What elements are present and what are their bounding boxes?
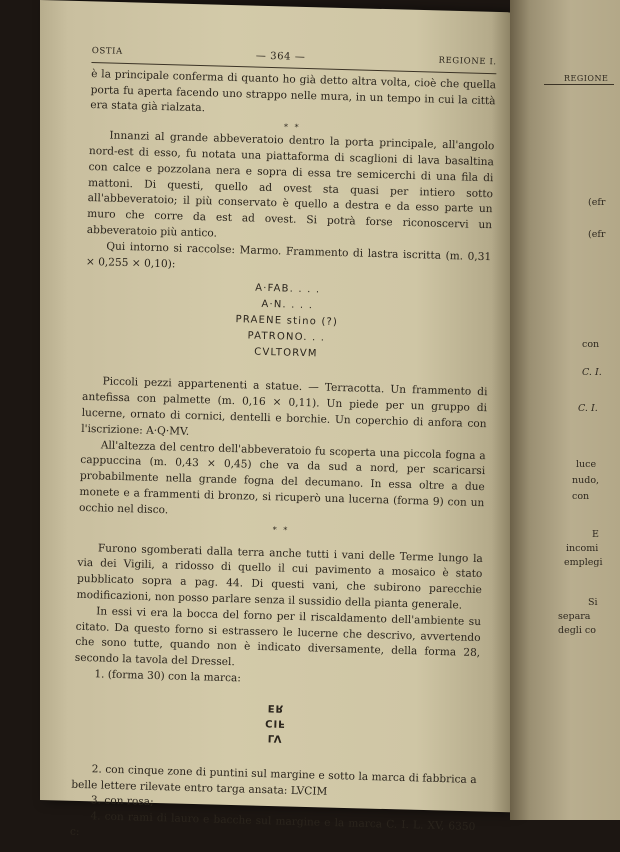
list-item: 1. (forma 30) con la marca:	[94, 668, 242, 685]
list-item: 3. con rosa;	[90, 794, 154, 809]
list-item: 2. con cinque zone di puntini sul margine e sotto la marca di fabbrica a belle lettere rilevate entro targa ansata: LVCIM	[71, 762, 477, 798]
right-fragment: luce	[576, 459, 597, 470]
right-header-rule	[544, 84, 614, 85]
right-fragment: incomi	[566, 543, 599, 554]
paragraph: Piccoli pezzi appartenenti a statue. — Terracotta. Un frammento di antefissa con palmette (m. 0,16 × 0,11). Un piede per un gruppo di lucerne, ornato di cornici, dentelli e borchie. Un coperchio di anfora con l'iscrizione: A·Q·MV.	[81, 375, 488, 438]
inscription-line: PATRONO. . .	[247, 330, 326, 344]
paragraph: Qui intorno si raccolse: Marmo. Frammento di lastra iscritta (m. 0,31 × 0,255 × 0,10):	[85, 240, 492, 270]
stamp-line: LV	[267, 731, 283, 744]
right-fragment: emplegi	[564, 557, 603, 568]
left-page-content	[70, 44, 497, 852]
right-fragment: C. I.	[582, 367, 602, 378]
paragraph: In essi vi era la bocca del forno per il riscaldamento dell'ambiente su citato. Da questo forno si estrassero le lucerne che descrivo, avvertendo che sono tutte, quando non è indicato diversamente, della forma 28, secondo la tavola del Dressel.	[74, 605, 482, 669]
right-fragment: nudo,	[572, 475, 600, 486]
section-stars: * *	[272, 524, 290, 535]
right-fragment: con	[572, 491, 590, 502]
page-number: — 364 —	[255, 50, 306, 63]
right-fragment: degli co	[558, 625, 596, 636]
right-fragment: Si	[588, 597, 598, 608]
paragraph: All'altezza del centro dell'abbeveratoio fu scoperta una piccola fogna a cappuccina (m. 0,43 × 0,45) che va da sud a nord, per scaricarsi probabilmente nella grande fogna del decumano. In essa oltre a due monete e a frammenti di bronzo, si ricuperò una lucerna (forma 9) con un occhio nel disco.	[78, 438, 486, 517]
inscription-line: CVLTORVM	[254, 347, 318, 360]
inscription-line: A·N. . . .	[261, 299, 314, 312]
paragraph: Innanzi al grande abbeveratoio dentro la porta principale, all'angolo nord-est di esso, fu notata una piattaforma di scaglioni di lava basaltina con calce e pozzolana nera e sopra di essa tre semicerchi di una fila di mattoni. Di questi, quello ad ovest sta quasi per intiero sotto all'abbeveratoio; il più conservato è quello a destra e da esso parte un muro che corre da est ad ovest. Si potrà forse riconoscervi un abbeveratoio più antico.	[86, 129, 495, 240]
right-page-header: REGIONE	[564, 74, 609, 83]
right-fragment: E	[592, 529, 599, 540]
stamp-line: ER	[267, 701, 285, 714]
paragraph: è la principale conferma di quanto ho già detto altra volta, cioè che quella porta fu aperta facendo uno strappo nelle mura, in un tempo in cui la città era stata già rialzata.	[90, 67, 497, 115]
section-stars: * *	[283, 122, 301, 133]
inscription-line: PRAENE stino (?)	[235, 314, 339, 329]
inscription-line: A·FAB. . . .	[254, 283, 321, 296]
right-page-fragments	[516, 0, 609, 800]
header-right: REGIONE I.	[438, 55, 497, 68]
right-fragment: C. I.	[578, 403, 598, 414]
right-fragment: (efr	[588, 229, 606, 240]
list-item: 4. con rami di lauro e bacche sul margine e la marca C. I. L. XV, 6350 c:	[69, 810, 476, 838]
right-fragment: con	[582, 339, 600, 350]
lamp-stamp-mark	[73, 694, 479, 750]
paragraph: Furono sgomberati dalla terra anche tutti i vani delle Terme lungo la via dei Vigili, a ridosso di quello il cui pavimento a mosaico è stato pubblicato sopra a pag. 44. Di questi vani, che subirono parecchie modificazioni, non posso parlare senza il sussidio della pianta generale.	[76, 541, 483, 612]
stamp-line: CIF	[265, 716, 287, 729]
right-fragment: separa	[558, 611, 591, 622]
right-fragment: (efr	[588, 197, 606, 208]
inscription	[83, 276, 490, 367]
header-left: OSTIA	[91, 45, 123, 57]
